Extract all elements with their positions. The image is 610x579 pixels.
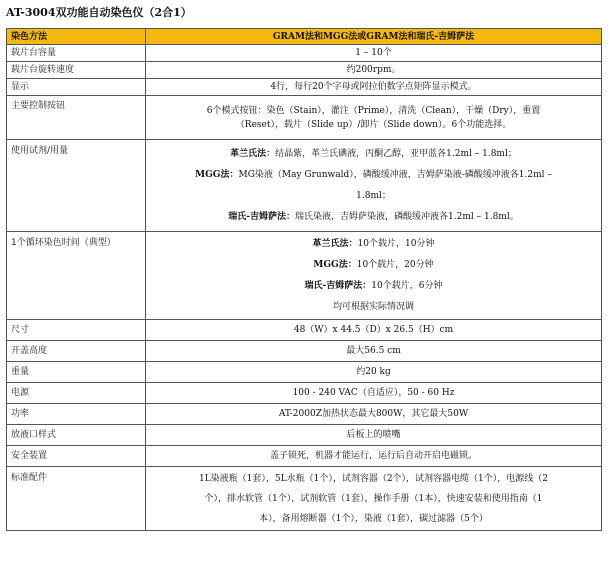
reagents-mgg-cont: 1.8ml； xyxy=(356,190,391,201)
row-label-rotation: 载片台旋转速度 xyxy=(7,62,146,79)
row-label-buttons: 主要控制按钮 xyxy=(7,96,146,140)
row-value-buttons xyxy=(146,96,602,140)
row-value-weight: 约20 kg xyxy=(146,362,602,383)
cycle-mgg xyxy=(150,255,597,276)
table-row xyxy=(7,96,602,140)
row-value-cycle xyxy=(146,232,602,320)
table-row xyxy=(7,341,602,362)
cycle-note: 均可根据实际情况调 xyxy=(332,301,414,312)
table-header-row xyxy=(7,29,602,45)
row-value-lid-height: 最大56.5 cm xyxy=(146,341,602,362)
table-row xyxy=(7,79,602,96)
table-row xyxy=(7,45,602,62)
row-value-drain: 后板上的喷嘴 xyxy=(146,425,602,446)
table-row xyxy=(7,383,602,404)
accessories-line-1: 1L染液瓶（1套），5L水瓶（1个），试剂容器（2个），试剂容器电缆（1个），电源线（2 xyxy=(198,473,549,484)
row-value-power: 100 - 240 VAC（自适应），50 - 60 Hz xyxy=(146,383,602,404)
row-value-reagents xyxy=(146,140,602,232)
table-row xyxy=(7,232,602,320)
row-label-reagents: 使用试剂/用量 xyxy=(7,140,146,232)
accessories-line-3: 本），备用熔断器（1个），染液（1套），碳过滤器（5个） xyxy=(259,513,488,524)
table-row xyxy=(7,62,602,79)
table-row xyxy=(7,467,602,531)
reagents-wright-name: 瑞氏-吉姆萨法： xyxy=(228,211,296,222)
row-label-safety: 安全装置 xyxy=(7,446,146,467)
cycle-wright-name: 瑞氏-吉姆萨法： xyxy=(304,280,372,291)
reagents-wright-text: 瑞氏染液，吉姆萨染液，磷酸缓冲液各1.2ml – 1.8ml。 xyxy=(295,211,519,222)
row-value-capacity: 1 – 10个 xyxy=(146,45,602,62)
row-value-safety: 盖子锁死，机器才能运行，运行后自动开启电磁锁。 xyxy=(146,446,602,467)
table-row xyxy=(7,320,602,341)
table-row xyxy=(7,425,602,446)
row-value-rotation: 约200rpm。 xyxy=(146,62,602,79)
cycle-mgg-name: MGG法： xyxy=(313,259,357,270)
row-label-capacity: 载片台容量 xyxy=(7,45,146,62)
accessories-line-2: 个），排水软管（1个），试剂软管（1套），操作手册（1本），快速安装和使用指南（1 xyxy=(204,493,543,504)
row-value-display: 4行，每行20个字母或阿拉伯数字点矩阵显示模式。 xyxy=(146,79,602,96)
row-label-power: 电源 xyxy=(7,383,146,404)
table-row xyxy=(7,140,602,232)
buttons-line-1: 6个模式按钮：染色（Stain），灌注（Prime），清洗（Clean），干燥（Dry），重置 xyxy=(206,105,541,116)
page-title: AT-3004双功能自动染色仪（2合1） xyxy=(6,6,192,19)
cycle-gram-text: 10个载片，10分钟 xyxy=(357,238,435,249)
buttons-line-2: （Reset），载片（Slide up）/卸片（Slide down）。6个功能选择。 xyxy=(235,119,512,130)
row-label-accessories: 标准配件 xyxy=(7,467,146,531)
reagents-gram xyxy=(150,144,597,165)
cycle-gram-name: 革兰氏法： xyxy=(312,238,358,249)
row-value-wattage: AT-2000Z加热状态最大800W，其它最大50W xyxy=(146,404,602,425)
header-value: GRAM法和MGG法或GRAM法和瑞氏-吉姆萨法 xyxy=(146,29,602,45)
header-label: 染色方法 xyxy=(7,29,146,45)
row-label-cycle: 1个循环染色时间（典型） xyxy=(7,232,146,320)
row-label-drain: 放液口样式 xyxy=(7,425,146,446)
row-value-accessories xyxy=(146,467,602,531)
cycle-wright-text: 10个载片，6分钟 xyxy=(371,280,443,291)
cycle-wright xyxy=(150,276,597,297)
row-label-lid-height: 开盖高度 xyxy=(7,341,146,362)
row-value-size: 48（W）x 44.5（D）x 26.5（H）cm xyxy=(146,320,602,341)
reagents-mgg xyxy=(150,165,597,186)
row-label-size: 尺寸 xyxy=(7,320,146,341)
cycle-gram xyxy=(150,234,597,255)
table-row xyxy=(7,362,602,383)
spec-table xyxy=(6,28,602,531)
table-row xyxy=(7,446,602,467)
cycle-mgg-text: 10个载片，20分钟 xyxy=(356,259,434,270)
row-label-wattage: 功率 xyxy=(7,404,146,425)
reagents-gram-name: 革兰氏法： xyxy=(230,148,276,159)
row-label-weight: 重量 xyxy=(7,362,146,383)
table-row xyxy=(7,404,602,425)
reagents-wright xyxy=(150,207,597,228)
row-label-display: 显示 xyxy=(7,79,146,96)
reagents-mgg-name: MGG法： xyxy=(195,169,239,180)
reagents-mgg-text: MG染液（May Grunwald），磷酸缓冲液，吉姆萨染液-磷酸缓冲液各1.2ml – xyxy=(238,169,552,180)
reagents-gram-text: 结晶紫，革兰氏碘液，丙酮乙醇，亚甲蓝各1.2ml – 1.8ml； xyxy=(275,148,517,159)
